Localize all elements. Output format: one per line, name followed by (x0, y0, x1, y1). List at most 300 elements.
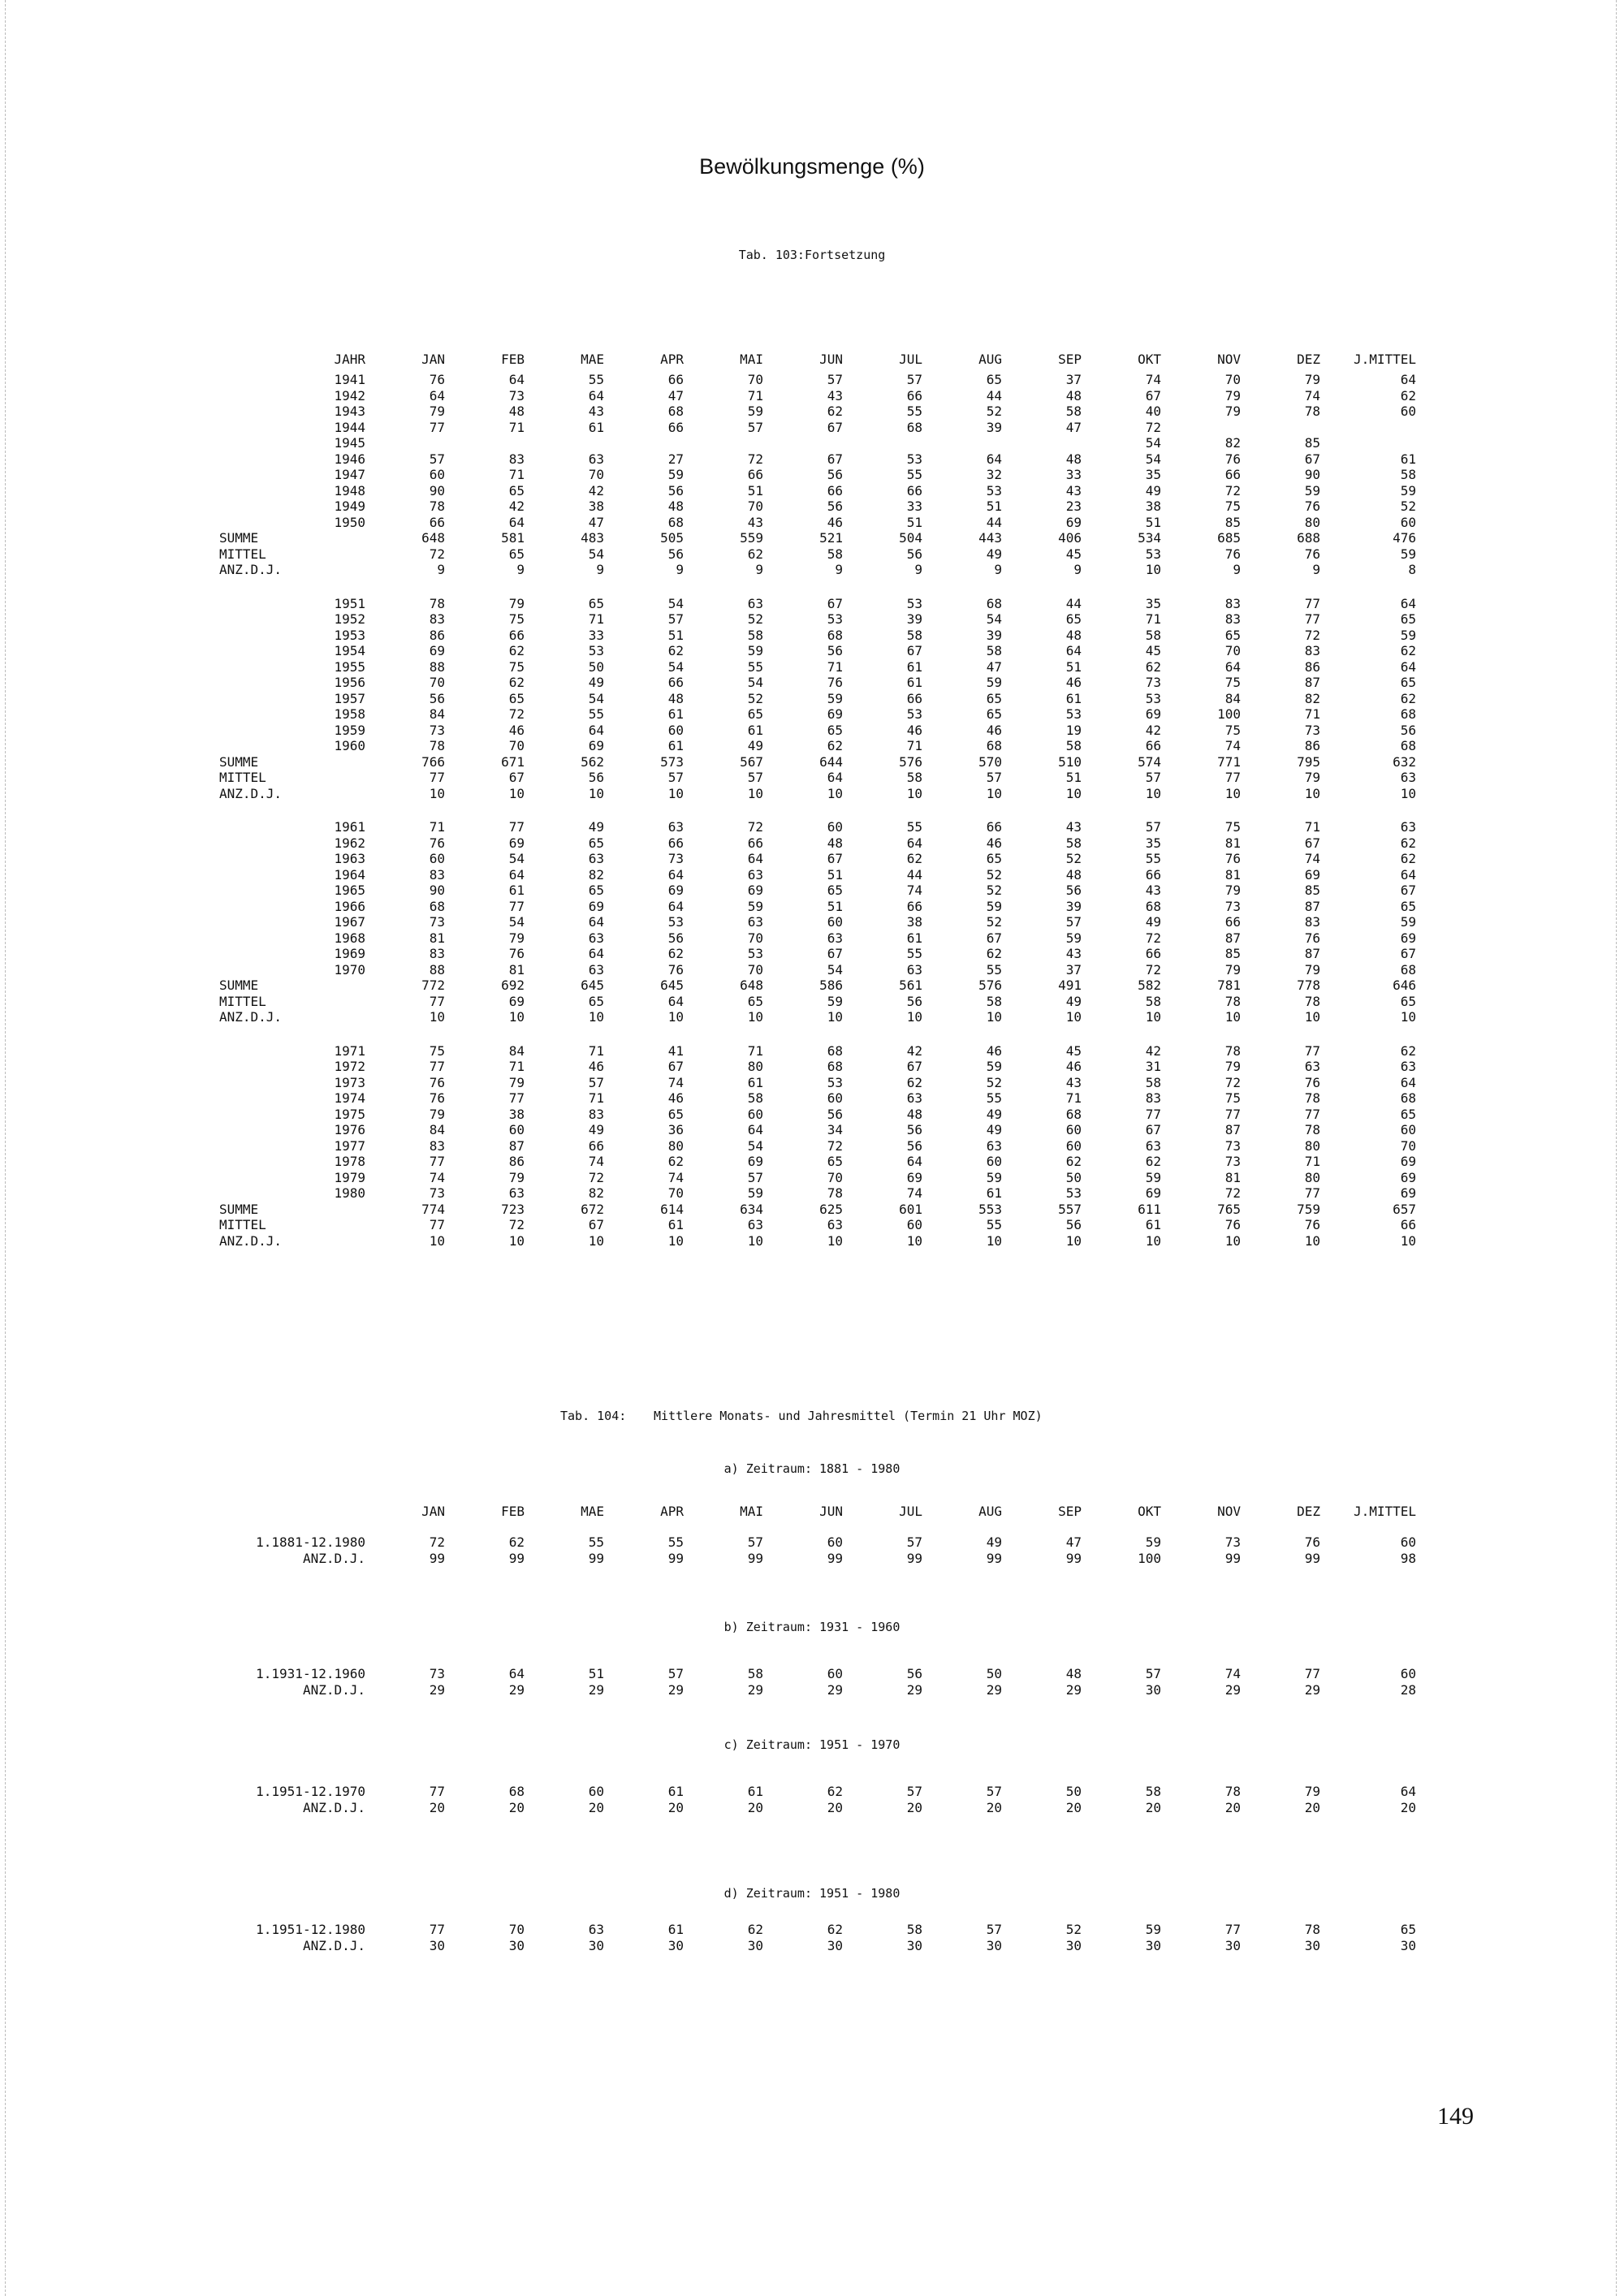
value-cell: 78 (429, 738, 445, 753)
value-cell: 80 (1304, 1137, 1320, 1154)
summary-value: 632 (1393, 753, 1416, 770)
summary-value: 562 (581, 753, 604, 770)
table-row (219, 738, 1416, 754)
value-cell: 63 (508, 1185, 525, 1201)
value-cell: 52 (986, 404, 1002, 419)
summary-value: 781 (1217, 978, 1241, 993)
summary-value: 774 (421, 1201, 445, 1217)
table-row (219, 643, 1416, 659)
value-cell: 51 (667, 627, 684, 643)
value-cell: 33 (1065, 467, 1082, 482)
value-cell: 33 (906, 498, 922, 514)
table-row (219, 851, 1416, 867)
value-cell: 57 (906, 372, 922, 387)
value-cell: 67 (906, 1059, 922, 1074)
value-cell: 66 (1145, 738, 1161, 753)
summary-value: 759 (1297, 1201, 1320, 1217)
value-cell: 100 (1217, 706, 1241, 722)
value-cell: 56 (906, 1137, 922, 1154)
count-value: 20 (508, 1800, 525, 1815)
summary-value: 58 (986, 993, 1002, 1009)
value-cell: 61 (747, 722, 763, 738)
value-cell: 68 (1400, 1090, 1416, 1106)
value-cell: 59 (747, 643, 763, 658)
value-cell: 78 (1304, 1090, 1320, 1106)
mean-value: 78 (1224, 1784, 1241, 1799)
value-cell: 59 (747, 898, 763, 914)
year-cell: 1958 (334, 706, 365, 722)
value-cell: 37 (1065, 372, 1082, 387)
value-cell: 68 (986, 738, 1002, 753)
summary-label: ANZ.D.J. (219, 1009, 283, 1025)
value-cell: 46 (1065, 1059, 1082, 1074)
summary-value: 56 (906, 993, 922, 1009)
value-cell: 65 (827, 722, 843, 738)
summary-value: 567 (740, 753, 763, 770)
value-cell: 54 (827, 961, 843, 978)
value-cell: 66 (906, 387, 922, 404)
value-cell: 57 (588, 1074, 604, 1090)
value-cell: 64 (508, 372, 525, 387)
value-cell: 73 (429, 914, 445, 930)
value-cell: 71 (906, 738, 922, 753)
value-cell: 62 (508, 643, 525, 658)
value-cell: 56 (827, 1106, 843, 1122)
value-cell: 35 (1145, 467, 1161, 482)
value-cell: 76 (1224, 851, 1241, 866)
value-cell: 67 (1400, 946, 1416, 961)
table-row (219, 1090, 1416, 1107)
mean-value: 64 (508, 1666, 525, 1681)
column-header: APR (660, 1504, 684, 1519)
count-value: 99 (1224, 1551, 1241, 1566)
table-row (219, 483, 1416, 499)
summary-value: 57 (667, 770, 684, 785)
year-cell: 1959 (334, 722, 365, 738)
value-cell: 23 (1065, 498, 1082, 514)
summary-row-anz (219, 562, 1416, 578)
summary-value: 614 (660, 1201, 684, 1217)
count-value: 29 (588, 1682, 604, 1698)
value-cell: 61 (1065, 690, 1082, 706)
summary-value: 9 (835, 562, 843, 577)
value-cell (525, 435, 604, 451)
summary-value: 54 (588, 546, 604, 562)
value-cell: 67 (1304, 451, 1320, 467)
count-row (219, 1551, 1416, 1567)
value-cell: 62 (1400, 835, 1416, 851)
summary-value: 10 (1400, 1232, 1416, 1249)
summary-value: 59 (827, 993, 843, 1009)
value-cell: 85 (1224, 946, 1241, 961)
page-edge-line (1616, 0, 1618, 2296)
value-cell: 38 (588, 498, 604, 514)
value-cell: 82 (1224, 435, 1241, 451)
value-cell: 69 (1400, 1169, 1416, 1185)
value-cell: 39 (986, 419, 1002, 435)
value-cell: 59 (827, 690, 843, 706)
count-value: 99 (1065, 1551, 1082, 1566)
value-cell: 51 (1145, 514, 1161, 530)
summary-value: 553 (978, 1201, 1002, 1217)
value-cell: 59 (747, 1185, 763, 1201)
value-cell (365, 435, 445, 451)
value-cell: 54 (1145, 451, 1161, 467)
mean-value: 74 (1224, 1666, 1241, 1681)
period-label: 1.1951-12.1970 (256, 1784, 365, 1799)
value-cell: 77 (508, 819, 525, 835)
value-cell: 56 (1400, 722, 1416, 738)
summary-value: 53 (1145, 546, 1161, 562)
mean-value: 48 (1065, 1666, 1082, 1681)
value-cell: 90 (429, 883, 445, 898)
value-cell: 69 (1400, 1154, 1416, 1169)
mean-value: 56 (906, 1666, 922, 1681)
value-cell: 70 (747, 961, 763, 978)
count-value: 30 (1145, 1682, 1161, 1698)
value-cell: 67 (1304, 835, 1320, 851)
value-cell: 62 (1400, 1042, 1416, 1059)
value-cell: 51 (827, 898, 843, 914)
summary-value: 9 (516, 562, 525, 577)
mean-value: 61 (747, 1784, 763, 1799)
value-cell: 82 (588, 866, 604, 883)
value-cell: 63 (667, 819, 684, 835)
value-cell: 64 (747, 1122, 763, 1137)
value-cell: 74 (588, 1154, 604, 1169)
value-cell: 55 (588, 706, 604, 722)
value-cell: 48 (1065, 627, 1082, 643)
summary-value: 78 (1304, 993, 1320, 1009)
count-value: 20 (747, 1800, 763, 1815)
decade-gap (219, 801, 1416, 819)
summary-value: 778 (1297, 978, 1320, 993)
mean-value: 73 (1224, 1534, 1241, 1550)
table-row (219, 1138, 1416, 1154)
summary-value: 10 (1065, 1009, 1082, 1025)
value-cell: 48 (1065, 387, 1082, 404)
value-cell: 77 (1145, 1106, 1161, 1122)
value-cell: 54 (588, 690, 604, 706)
value-cell: 53 (827, 1074, 843, 1090)
value-cell: 55 (1145, 851, 1161, 866)
year-cell: 1980 (334, 1185, 365, 1201)
summary-value: 10 (1400, 1009, 1416, 1025)
value-cell: 81 (1224, 835, 1241, 851)
value-cell: 72 (1145, 961, 1161, 978)
value-cell: 77 (1304, 1106, 1320, 1122)
value-cell: 69 (1065, 514, 1082, 530)
summary-label: ANZ.D.J. (219, 1232, 283, 1249)
summary-value: 57 (1145, 770, 1161, 785)
year-cell: 1979 (334, 1169, 365, 1185)
summary-value: 56 (588, 770, 604, 785)
value-cell: 60 (1400, 404, 1416, 419)
value-cell: 74 (1304, 387, 1320, 404)
table-103-body (219, 372, 1416, 1249)
summary-value: 57 (986, 770, 1002, 785)
column-header: JUN (819, 1504, 843, 1519)
mean-value: 57 (906, 1784, 922, 1799)
summary-value: 67 (588, 1217, 604, 1232)
value-cell: 42 (1145, 722, 1161, 738)
column-header: J.MITTEL (1353, 1504, 1416, 1519)
column-header: NOV (1217, 1504, 1241, 1519)
table-row (219, 835, 1416, 852)
value-cell: 57 (667, 611, 684, 627)
summary-value: 67 (508, 770, 525, 785)
value-cell: 60 (667, 722, 684, 738)
summary-value: 10 (1145, 1009, 1161, 1025)
gap-cell (219, 1025, 1416, 1043)
mean-value: 58 (747, 1666, 763, 1681)
column-header: SEP (1058, 352, 1082, 367)
value-cell: 74 (667, 1074, 684, 1090)
value-cell: 68 (429, 898, 445, 914)
value-cell: 74 (1304, 851, 1320, 866)
value-cell: 69 (827, 706, 843, 722)
page-edge-line-left (5, 0, 6, 2296)
value-cell: 51 (986, 498, 1002, 514)
value-cell: 52 (1065, 851, 1082, 866)
year-cell: 1956 (334, 675, 365, 690)
count-value: 30 (747, 1938, 763, 1953)
value-cell: 69 (1145, 1185, 1161, 1201)
value-cell: 71 (1304, 706, 1320, 722)
summary-value: 688 (1297, 530, 1320, 546)
table-row (219, 515, 1416, 531)
value-cell: 90 (1304, 467, 1320, 482)
value-cell: 73 (429, 722, 445, 738)
summary-value: 9 (1233, 562, 1241, 577)
value-cell: 68 (1400, 706, 1416, 722)
value-cell: 54 (1145, 435, 1161, 451)
value-cell: 77 (429, 1154, 445, 1169)
summary-value: 9 (437, 562, 445, 577)
summary-value: 49 (1065, 993, 1082, 1009)
mean-value: 57 (906, 1534, 922, 1550)
summary-value: 63 (1400, 770, 1416, 785)
summary-row-anz (219, 786, 1416, 802)
mean-value: 58 (1145, 1784, 1161, 1799)
count-value: 20 (906, 1800, 922, 1815)
value-cell: 77 (1304, 1185, 1320, 1201)
value-cell: 79 (508, 595, 525, 611)
value-cell: 87 (1304, 946, 1320, 961)
year-cell: 1960 (334, 738, 365, 753)
value-cell: 66 (1145, 866, 1161, 883)
value-cell: 67 (906, 643, 922, 658)
value-cell: 68 (1065, 1106, 1082, 1122)
summary-label: ANZ.D.J. (219, 785, 283, 801)
value-cell: 76 (508, 946, 525, 961)
value-cell: 42 (1145, 1042, 1161, 1059)
value-cell: 49 (986, 1106, 1002, 1122)
value-cell: 58 (1145, 627, 1161, 643)
column-header: JUL (899, 1504, 922, 1519)
value-cell: 61 (1400, 451, 1416, 467)
value-cell: 39 (986, 627, 1002, 643)
year-cell: 1978 (334, 1154, 365, 1169)
count-value: 20 (1400, 1800, 1416, 1815)
summary-value: 55 (986, 1217, 1002, 1232)
count-label: ANZ.D.J. (302, 1682, 365, 1698)
value-cell: 73 (1304, 722, 1320, 738)
section-table (219, 1784, 1416, 1816)
summary-value: 10 (667, 1232, 684, 1249)
value-cell: 69 (1304, 866, 1320, 883)
value-cell: 83 (508, 451, 525, 467)
value-cell: 75 (1224, 675, 1241, 690)
mean-value: 62 (827, 1922, 843, 1937)
value-cell: 60 (1400, 1122, 1416, 1137)
value-cell: 61 (906, 658, 922, 675)
summary-row-summe (219, 754, 1416, 770)
value-cell: 43 (588, 404, 604, 419)
table-103 (219, 347, 1416, 1249)
value-cell: 71 (1304, 1154, 1320, 1169)
value-cell: 87 (1304, 898, 1320, 914)
summary-value: 64 (667, 993, 684, 1009)
value-cell: 48 (827, 835, 843, 851)
count-label: ANZ.D.J. (302, 1938, 365, 1953)
value-cell: 76 (429, 372, 445, 387)
value-cell: 49 (1145, 914, 1161, 930)
value-cell: 31 (1145, 1059, 1161, 1074)
mean-value: 52 (1065, 1922, 1082, 1937)
mean-value: 59 (1145, 1922, 1161, 1937)
value-cell: 76 (429, 835, 445, 851)
value-cell: 82 (588, 1185, 604, 1201)
value-cell: 77 (508, 1090, 525, 1106)
summary-value: 582 (1138, 978, 1161, 993)
year-cell: 1954 (334, 643, 365, 658)
value-cell: 81 (429, 930, 445, 946)
table-row (219, 883, 1416, 899)
table-row (219, 706, 1416, 723)
value-cell: 62 (906, 851, 922, 866)
value-cell: 71 (1145, 611, 1161, 627)
value-cell: 58 (1065, 738, 1082, 753)
summary-value: 10 (1224, 1009, 1241, 1025)
count-value: 29 (747, 1682, 763, 1698)
summary-label: SUMME (219, 1201, 259, 1217)
value-cell: 49 (588, 1122, 604, 1137)
count-value: 99 (1304, 1551, 1320, 1566)
mean-value: 60 (1400, 1666, 1416, 1681)
value-cell: 59 (986, 675, 1002, 690)
summary-value: 521 (819, 530, 843, 546)
value-cell: 54 (667, 595, 684, 611)
summary-value: 77 (429, 770, 445, 785)
value-cell: 85 (1224, 514, 1241, 530)
summary-value: 62 (747, 546, 763, 562)
value-cell: 70 (508, 738, 525, 753)
table-row (219, 675, 1416, 691)
value-cell: 43 (827, 387, 843, 404)
count-label: ANZ.D.J. (302, 1551, 365, 1566)
value-cell: 57 (747, 1169, 763, 1185)
value-cell: 63 (747, 595, 763, 611)
mean-value: 57 (986, 1784, 1002, 1799)
column-header: MAI (740, 352, 763, 367)
value-cell: 65 (986, 372, 1002, 387)
summary-value: 601 (899, 1201, 922, 1217)
value-cell: 44 (1065, 595, 1082, 611)
value-cell: 48 (508, 404, 525, 419)
value-cell: 71 (508, 419, 525, 435)
value-cell: 63 (747, 866, 763, 883)
summary-value: 61 (667, 1217, 684, 1232)
table-row (219, 628, 1416, 644)
value-cell: 74 (906, 1185, 922, 1201)
value-cell: 81 (508, 961, 525, 978)
summary-value: 576 (978, 978, 1002, 993)
mean-value: 79 (1304, 1784, 1320, 1799)
mean-value: 57 (1145, 1666, 1161, 1681)
value-cell: 65 (1400, 611, 1416, 627)
summary-value: 644 (819, 753, 843, 770)
value-cell: 37 (1065, 961, 1082, 978)
count-value: 30 (429, 1938, 445, 1953)
year-cell: 1967 (334, 914, 365, 930)
value-cell: 50 (1065, 1169, 1082, 1185)
value-cell: 43 (1145, 883, 1161, 898)
value-cell: 68 (827, 1042, 843, 1059)
page-number: 149 (1437, 2103, 1474, 2130)
summary-row-summe (219, 978, 1416, 994)
value-cell: 68 (1145, 898, 1161, 914)
year-cell: 1942 (334, 387, 365, 404)
value-cell: 84 (1224, 690, 1241, 706)
summary-value: 10 (906, 785, 922, 801)
table-104-label: Tab. 104: (560, 1409, 627, 1423)
value-cell: 61 (667, 738, 684, 753)
mean-value: 47 (1065, 1534, 1082, 1550)
summary-label: SUMME (219, 530, 259, 546)
value-cell: 75 (1224, 819, 1241, 835)
value-cell: 61 (747, 1074, 763, 1090)
count-value: 30 (508, 1938, 525, 1953)
count-label: ANZ.D.J. (302, 1800, 365, 1815)
value-cell: 70 (588, 467, 604, 482)
count-value: 20 (1145, 1800, 1161, 1815)
value-cell: 76 (1304, 930, 1320, 946)
value-cell: 44 (906, 866, 922, 883)
summary-value: 648 (740, 978, 763, 993)
summary-value: 645 (660, 978, 684, 993)
value-cell: 66 (1145, 946, 1161, 961)
value-cell: 63 (1304, 1059, 1320, 1074)
value-cell: 79 (1304, 372, 1320, 387)
value-cell: 64 (588, 914, 604, 930)
value-cell: 62 (1065, 1154, 1082, 1169)
column-header: MAI (740, 1504, 763, 1519)
value-cell: 34 (827, 1122, 843, 1137)
value-cell: 60 (827, 1090, 843, 1106)
summary-row-anz (219, 1233, 1416, 1249)
value-cell: 56 (827, 467, 843, 482)
mean-value: 68 (508, 1784, 525, 1799)
value-cell: 82 (1304, 690, 1320, 706)
value-cell: 54 (986, 611, 1002, 627)
value-cell: 42 (588, 482, 604, 498)
table-row (219, 388, 1416, 404)
summary-label: MITTEL (219, 1217, 266, 1232)
value-cell: 52 (986, 914, 1002, 930)
summary-label: ANZ.D.J. (219, 562, 283, 577)
section-heading: b) Zeitraum: 1931 - 1960 (723, 1620, 901, 1634)
